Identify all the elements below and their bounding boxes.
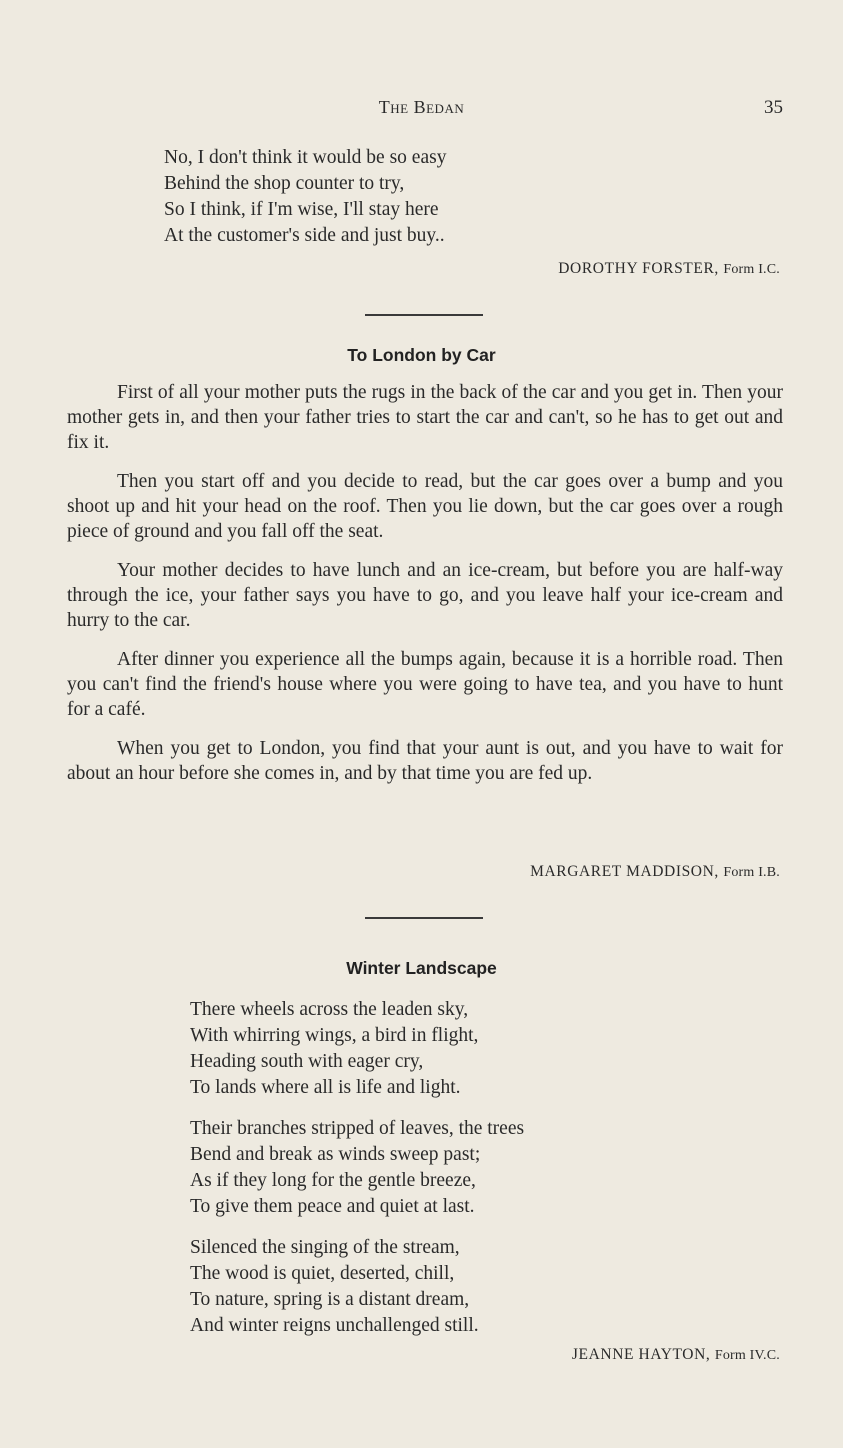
poem-byline [572, 1346, 780, 1364]
poem-line: And winter reigns unchallenged still. [190, 1315, 479, 1336]
paragraph: Your mother decides to have lunch and an ice-cream, but before you are half-way through the ice, your father says you have to go, and you leave half your ice-cream and hurry to the car. [67, 560, 783, 631]
running-header [0, 97, 843, 121]
poem-line: There wheels across the leaden sky, [190, 999, 469, 1020]
paragraph: When you get to London, you find that your aunt is out, and you have to wait for about an hour before she comes in, and by that time you are fed up. [67, 738, 783, 784]
poem-line: To nature, spring is a distant dream, [190, 1289, 470, 1310]
poem-line: No, I don't think it would be so easy [164, 147, 447, 168]
poem-stanza [190, 997, 524, 1101]
poem-line: Their branches stripped of leaves, the trees [190, 1118, 525, 1139]
author-form: Form I.B. [723, 865, 780, 880]
poem-line: Heading south with eager cry, [190, 1051, 424, 1072]
journal-title: The Bedan [378, 97, 465, 117]
article-byline [530, 863, 780, 881]
poem-line: Silenced the singing of the stream, [190, 1237, 460, 1258]
poem-title: Winter Landscape [346, 958, 497, 978]
poem-stanza [190, 1235, 524, 1339]
poem-line: To lands where all is life and light. [190, 1077, 461, 1098]
intro-poem [164, 145, 446, 249]
author-name: DOROTHY FORSTER, [558, 260, 719, 277]
poem-line: Behind the shop counter to try, [164, 173, 405, 194]
author-form: Form IV.C. [714, 1348, 780, 1363]
author-name: JEANNE HAYTON, [571, 1346, 711, 1363]
poem-stanza [190, 1116, 524, 1220]
intro-poem-byline [558, 260, 780, 278]
poem-line: As if they long for the gentle breeze, [190, 1170, 476, 1191]
section-divider [365, 917, 483, 919]
author-form: Form I.C. [723, 262, 780, 277]
poem-line: At the customer's side and just buy.. [164, 225, 445, 246]
paragraph: Then you start off and you decide to read, but the car goes over a bump and you shoot up and hit your head on the roof. Then you lie down, but the car goes over a rough piece of ground and you fall off the seat. [67, 471, 783, 542]
paragraph: First of all your mother puts the rugs in the back of the car and you get in. Then your mother gets in, and then your father tries to start the car and can't, so he has to get out and fix it. [67, 382, 783, 453]
poem-line: Bend and break as winds sweep past; [190, 1144, 481, 1165]
winter-poem [190, 997, 524, 1354]
paragraph: After dinner you experience all the bumps again, because it is a horrible road. Then you can't find the friend's house where you were going to have tea, and you have to hunt for a café. [67, 649, 783, 720]
article-title: To London by Car [347, 345, 496, 365]
section-divider [365, 314, 483, 316]
poem-line: The wood is quiet, deserted, chill, [190, 1263, 455, 1284]
author-name: MARGARET MADDISON, [530, 863, 719, 880]
poem-line: With whirring wings, a bird in flight, [190, 1025, 479, 1046]
page-number: 35 [764, 97, 783, 118]
article-body [67, 380, 783, 800]
poem-line: So I think, if I'm wise, I'll stay here [164, 199, 439, 220]
poem-line: To give them peace and quiet at last. [190, 1196, 475, 1217]
